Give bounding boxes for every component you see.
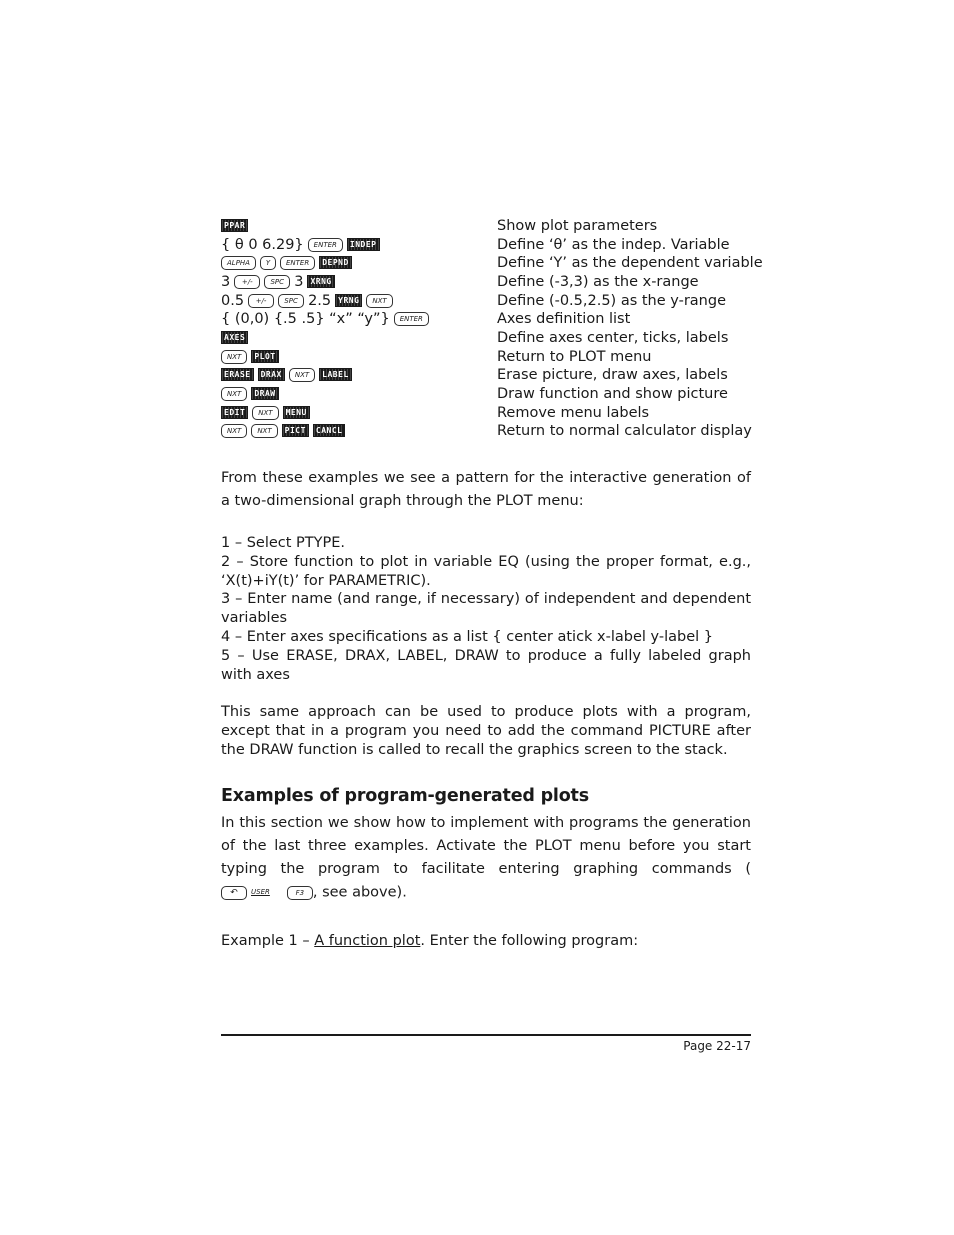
step-5: 5 – Use ERASE, DRAX, LABEL, DRAW to produce a fully labeled graph with axes bbox=[221, 648, 751, 683]
keystroke-description: Define (-3,3) as the x-range bbox=[497, 273, 699, 290]
user-key-label: USER bbox=[251, 888, 270, 896]
section-paragraph bbox=[221, 812, 751, 905]
softkey-plot: PLOT bbox=[251, 350, 278, 363]
keystroke-sequence bbox=[221, 387, 279, 401]
keystroke-sequence bbox=[221, 350, 279, 364]
softkey-ppar: PPAR bbox=[221, 219, 248, 232]
hardkey-alpha: ALPHA bbox=[221, 256, 256, 270]
keystroke-description: Show plot parameters bbox=[497, 217, 658, 234]
step-3: 3 – Enter name (and range, if necessary) of independent and dependent variables bbox=[221, 591, 751, 626]
keystroke-sequence bbox=[221, 274, 335, 290]
hardkey-nxt: NXT bbox=[221, 424, 247, 438]
softkey-depnd: DEPND bbox=[319, 256, 352, 269]
softkey-indep: INDEP bbox=[347, 238, 380, 251]
section-paragraph-text: In this section we show how to implement with programs the generation of the last three examples. Activate the PLOT menu before you start typing the program to facilitate entering graphing commands ( bbox=[221, 815, 751, 877]
example-prefix: Example 1 – bbox=[221, 933, 315, 949]
step-1: 1 – Select PTYPE. bbox=[221, 535, 346, 551]
softkey-cancl: CANCL bbox=[313, 424, 346, 437]
keystroke-text: 2.5 bbox=[308, 292, 332, 309]
example-suffix: . Enter the following program: bbox=[420, 933, 639, 949]
section-paragraph-end: , see above). bbox=[312, 884, 407, 901]
softkey-edit: EDIT bbox=[221, 406, 248, 419]
keystroke-text: 3 bbox=[221, 273, 231, 290]
page-number: Page 22-17 bbox=[683, 1039, 751, 1053]
hardkey-nxt: NXT bbox=[366, 294, 392, 308]
hardkey-nxt: NXT bbox=[252, 406, 278, 420]
hardkey-spc: SPC bbox=[264, 275, 290, 289]
keystroke-description: Define ‘Y’ as the dependent variable bbox=[497, 254, 763, 271]
hardkey-enter: ENTER bbox=[394, 312, 429, 326]
step-2: 2 – Store function to plot in variable EQ (using the proper format, e.g., ‘X(t)+iY(t)’ for PARAMETRIC). bbox=[221, 554, 751, 589]
hardkey-enter: ENTER bbox=[280, 256, 315, 270]
softkey-pict: PICT bbox=[282, 424, 309, 437]
softkey-erase: ERASE bbox=[221, 368, 254, 381]
hardkey-y: Y bbox=[260, 256, 276, 270]
keystroke-sequence bbox=[221, 368, 352, 382]
keystroke-description: Remove menu labels bbox=[497, 404, 650, 421]
keystroke-sequence bbox=[221, 256, 352, 270]
softkey-draw: DRAW bbox=[251, 387, 278, 400]
keystroke-text: 0.5 bbox=[221, 292, 245, 309]
section-heading: Examples of program-generated plots bbox=[221, 786, 589, 806]
softkey-axes: AXES bbox=[221, 331, 248, 344]
hardkey-nxt: NXT bbox=[221, 350, 247, 364]
keystroke-sequence bbox=[221, 424, 345, 438]
example-link: A function plot bbox=[314, 933, 421, 949]
softkey-menu: MENU bbox=[283, 406, 310, 419]
keystroke-sequence bbox=[221, 293, 393, 309]
hardkey--: +/- bbox=[248, 294, 274, 308]
left-shift-key-icon: ↶ bbox=[221, 886, 247, 900]
keystroke-sequence bbox=[221, 219, 248, 232]
keystroke-text: 3 bbox=[294, 273, 304, 290]
approach-paragraph: This same approach can be used to produce plots with a program, except that in a program you need to add the command PICTURE after the DRAW function is called to recall the graphics screen to the stack. bbox=[221, 704, 751, 758]
softkey-yrng: YRNG bbox=[335, 294, 362, 307]
softkey-xrng: XRNG bbox=[307, 275, 334, 288]
keystroke-description: Axes definition list bbox=[497, 310, 631, 327]
keystroke-sequence bbox=[221, 331, 248, 344]
softkey-drax: DRAX bbox=[258, 368, 285, 381]
softkey-label: LABEL bbox=[319, 368, 352, 381]
keystroke-description: Draw function and show picture bbox=[497, 385, 728, 402]
example-1-line bbox=[221, 930, 751, 953]
keystroke-description: Define (-0.5,2.5) as the y-range bbox=[497, 292, 726, 309]
step-4: 4 – Enter axes specifications as a list { center atick x-label y-label } bbox=[221, 629, 714, 645]
keystroke-sequence bbox=[221, 237, 380, 253]
keystroke-sequence bbox=[221, 311, 429, 327]
keystroke-description: Return to PLOT menu bbox=[497, 348, 652, 365]
hardkey--: +/- bbox=[234, 275, 260, 289]
keystroke-description: Define axes center, ticks, labels bbox=[497, 329, 729, 346]
keystroke-description: Define ‘θ’ as the indep. Variable bbox=[497, 236, 730, 253]
keystroke-sequence bbox=[221, 406, 310, 420]
f3-key: F3 bbox=[287, 886, 313, 900]
hardkey-spc: SPC bbox=[278, 294, 304, 308]
keystroke-description: Return to normal calculator display bbox=[497, 422, 752, 439]
keystroke-description: Erase picture, draw axes, labels bbox=[497, 366, 728, 383]
intro-paragraph: From these examples we see a pattern for the interactive generation of a two-dimensional graph through the PLOT menu: bbox=[221, 470, 751, 509]
hardkey-enter: ENTER bbox=[308, 238, 343, 252]
hardkey-nxt: NXT bbox=[251, 424, 277, 438]
plot-key-sequence bbox=[221, 881, 313, 904]
hardkey-nxt: NXT bbox=[221, 387, 247, 401]
footer-rule bbox=[221, 1034, 751, 1036]
hardkey-nxt: NXT bbox=[289, 368, 315, 382]
keystroke-text: { (0,0) {.5 .5} “x” “y”} bbox=[221, 310, 390, 327]
keystroke-text: { θ 0 6.29} bbox=[221, 236, 304, 253]
